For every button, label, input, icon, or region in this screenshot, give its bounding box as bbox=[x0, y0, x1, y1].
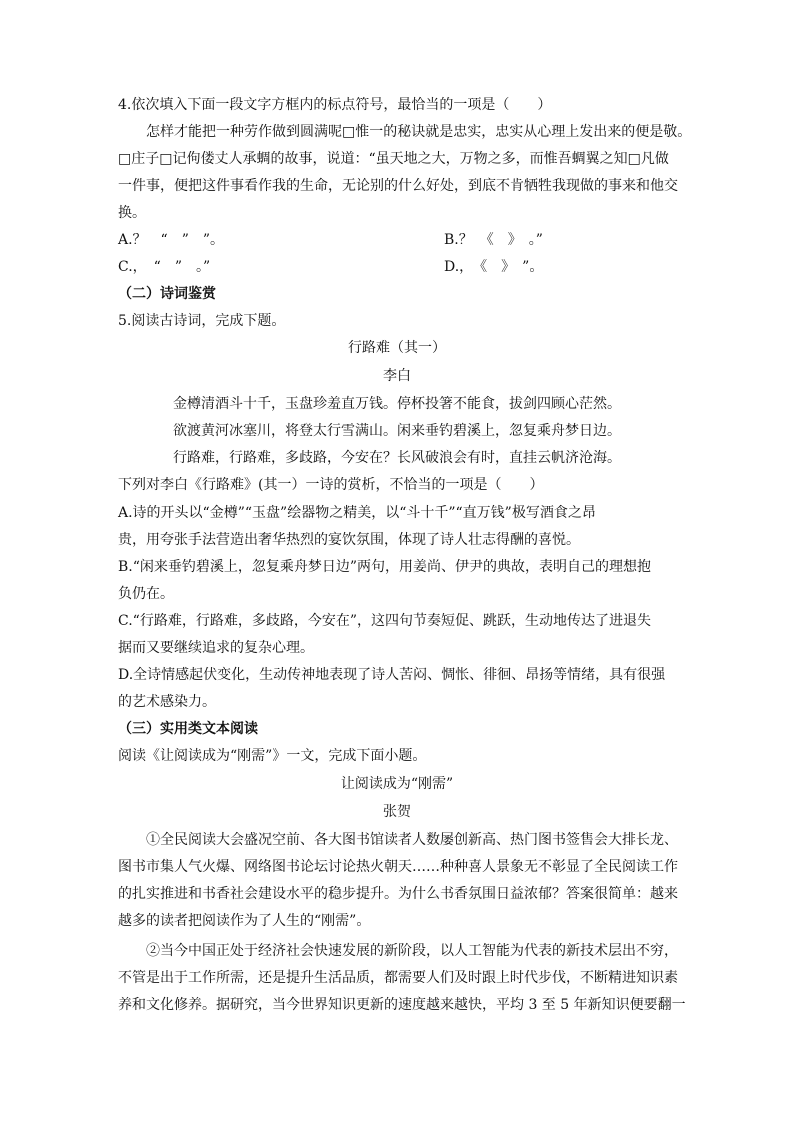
choice-d-line-2: 的艺术感染力。 bbox=[118, 694, 216, 710]
q4-stem: 4.依次填入下面一段文字方框内的标点符号，最恰当的一项是（ ） bbox=[118, 97, 552, 113]
article-author: 张贺 bbox=[383, 804, 411, 820]
para1-line-1: ①全民阅读大会盛况空前、各大图书馆读者人数屡创新高、热门图书签售会大排长龙、 bbox=[146, 832, 678, 848]
choice-d-line-1: D.全诗情感起伏变化，生动传神地表现了诗人苦闷、惆怅、徘徊、昂扬等情绪，具有很强 bbox=[118, 667, 666, 683]
q4-passage-line-2: □庄子□记佝偻丈人承蜩的故事，说道：“虽天地之大，万物之多，而惟吾蜩翼之知□凡做 bbox=[118, 151, 669, 167]
choice-b-line-1: B.“闲来垂钓碧溪上，忽复乘舟梦日边”两句，用姜尚、伊尹的典故，表明自己的理想抱 bbox=[118, 559, 652, 575]
para2-line-1: ②当今中国正处于经济社会快速发展的新阶段，以人工智能为代表的新技术层出不穷， bbox=[146, 943, 678, 959]
para2-line-2: 不管是出于工作所需，还是提升生活品质，都需要人们及时跟上时代步伐，不断精进知识素 bbox=[118, 970, 678, 986]
choice-a-line-2: 贵，用夸张手法营造出奢华热烈的宴饮氛围，体现了诗人壮志得酬的喜悦。 bbox=[118, 532, 580, 548]
q4-passage-line-4: 换。 bbox=[118, 205, 146, 221]
section-heading-poetry: （二）诗词鉴赏 bbox=[118, 286, 216, 302]
poem-question: 下列对李白《行路难》(其一）一诗的赏析，不恰当的一项是（ ） bbox=[118, 477, 544, 493]
q5-stem: 5.阅读古诗词，完成下题。 bbox=[118, 313, 286, 329]
section3-intro: 阅读《让阅读成为“刚需”》一文，完成下面小题。 bbox=[118, 748, 427, 764]
para1-line-4: 越多的读者把阅读作为了人生的“刚需”。 bbox=[118, 913, 371, 929]
poem-line-1: 金樽清酒斗十千，玉盘珍羞直万钱。停杯投箸不能食，拔剑四顾心茫然。 bbox=[173, 396, 621, 412]
q4-option-a: A.？ “ ” ”。 bbox=[118, 232, 225, 248]
q4-option-c: C.， “ ” 。” bbox=[118, 259, 211, 275]
q4-option-b: B.？ 《 》 。” bbox=[444, 232, 543, 248]
choice-a-line-1: A.诗的开头以“金樽”“玉盘”绘器物之精美，以“斗十千”“直万钱”极写酒食之昂 bbox=[118, 505, 596, 521]
para1-line-2: 图书市集人气火爆、网络图书论坛讨论热火朝天……种种喜人景象无不彰显了全民阅读工作 bbox=[118, 859, 678, 875]
q4-option-d: D.， 《 》 ”。 bbox=[444, 259, 544, 275]
choice-b-line-2: 负仍在。 bbox=[118, 586, 174, 602]
q4-passage-line-1: 怎样才能把一种劳作做到圆满呢□惟一的秘诀就是忠实，忠实从心理上发出来的便是敬。 bbox=[146, 124, 692, 140]
para1-line-3: 的扎实推进和书香社会建设水平的稳步提升。为什么书香氛围日益浓郁？答案很简单：越来 bbox=[118, 886, 678, 902]
poem-line-3: 行路难，行路难，多歧路，今安在？长风破浪会有时，直挂云帆济沧海。 bbox=[173, 450, 621, 466]
choice-c-line-2: 据而又要继续追求的复杂心理。 bbox=[118, 640, 314, 656]
poem-title: 行路难（其一） bbox=[348, 340, 446, 356]
poem-line-2: 欲渡黄河冰塞川，将登太行雪满山。闲来垂钓碧溪上，忽复乘舟梦日边。 bbox=[173, 423, 621, 439]
poem-author: 李白 bbox=[383, 368, 411, 384]
para2-line-3: 养和文化修养。据研究，当今世界知识更新的速度越来越快，平均 3 至 5 年新知识便要翻一 bbox=[118, 997, 686, 1013]
choice-c-line-1: C.“行路难，行路难，多歧路，今安在”，这四句节奏短促、跳跃，生动地传达了进退失 bbox=[118, 613, 651, 629]
section-heading-practical-text: （三）实用类文本阅读 bbox=[118, 721, 258, 737]
q4-passage-line-3: 一件事，便把这件事看作我的生命，无论别的什么好处，到底不肯牺牲我现做的事来和他交 bbox=[118, 178, 678, 194]
article-title: 让阅读成为“刚需” bbox=[340, 776, 454, 792]
